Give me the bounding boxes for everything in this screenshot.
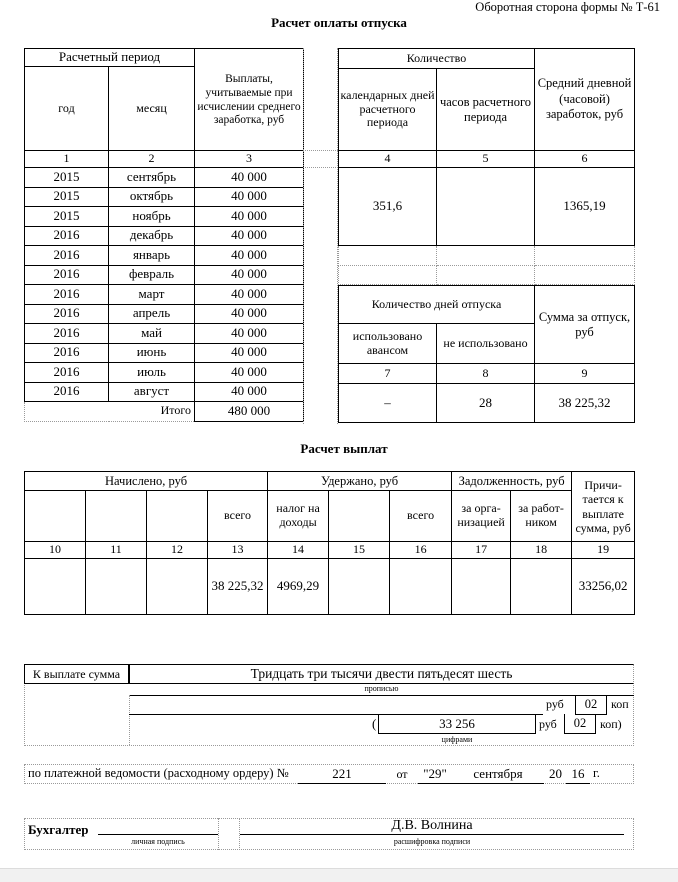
earnings-year: 2016 xyxy=(25,246,109,266)
col-num-9: 9 xyxy=(535,364,635,384)
col-num-1: 1 xyxy=(25,151,109,168)
total-label: Итого xyxy=(25,402,195,422)
words-caption: прописью xyxy=(364,684,399,693)
col-num-10: 10 xyxy=(25,542,86,559)
due-header: Причи-тается к выплате сумма, руб xyxy=(572,472,635,542)
accountant-role: Бухгалтер xyxy=(28,822,89,837)
earnings-year: 2016 xyxy=(25,304,109,324)
unused-value: 28 xyxy=(437,384,535,423)
earnings-month: сентябрь xyxy=(109,168,195,188)
col-num-16: 16 xyxy=(390,542,452,559)
earnings-row xyxy=(25,285,304,305)
earnings-month: апрель xyxy=(109,304,195,324)
earnings-year: 2016 xyxy=(25,226,109,246)
earnings-row xyxy=(25,246,304,266)
kop-value-1: 02 xyxy=(584,697,598,711)
col-num-4: 4 xyxy=(339,151,437,168)
col-num-18: 18 xyxy=(511,542,572,559)
col-num-15: 15 xyxy=(329,542,390,559)
vacation-sum-header: Сумма за отпуск, руб xyxy=(535,286,635,364)
earnings-month: декабрь xyxy=(109,226,195,246)
debt-header: Задолженность, руб xyxy=(452,472,572,491)
used-advance-value: – xyxy=(339,384,437,423)
earnings-month: май xyxy=(109,324,195,344)
earnings-month: июль xyxy=(109,363,195,383)
earnings-month: январь xyxy=(109,246,195,266)
earnings-month: февраль xyxy=(109,265,195,285)
calendar-days-header: календарных дней расчетного периода xyxy=(339,69,437,151)
section-title-vacation: Расчет оплаты отпуска xyxy=(271,15,407,30)
payout-label: К выплате сумма xyxy=(32,667,121,681)
withheld-header: Удержано, руб xyxy=(268,472,452,491)
col-num-13: 13 xyxy=(208,542,268,559)
earnings-amount: 40 000 xyxy=(195,343,304,363)
payout-digits: 33 256 xyxy=(439,716,475,731)
earnings-amount: 40 000 xyxy=(195,207,304,227)
year-suffix: 16 xyxy=(571,766,585,781)
calendar-days-value: 351,6 xyxy=(339,168,437,246)
kop-label-1: коп xyxy=(611,697,629,711)
period-header: Расчетный период xyxy=(25,49,195,67)
statement-label: по платежной ведомости (расходному ордеру) № xyxy=(28,766,289,780)
avg-earnings-header: Средний дневной (часовой) заработок, руб xyxy=(535,49,635,151)
year-header: год xyxy=(25,67,109,151)
earnings-year: 2015 xyxy=(25,168,109,188)
col-num-17: 17 xyxy=(452,542,511,559)
vacation-sum-value: 38 225,32 xyxy=(535,384,635,423)
kop-value-2: 02 xyxy=(573,716,587,730)
open-paren: ( xyxy=(372,716,377,731)
kop-label-2: коп) xyxy=(600,717,622,731)
avg-earnings-value: 1365,19 xyxy=(535,168,635,246)
earnings-amount: 40 000 xyxy=(195,304,304,324)
accrued-total-header: всего xyxy=(208,491,268,542)
earnings-month: март xyxy=(109,285,195,305)
withheld-total-header: всего xyxy=(390,491,452,542)
year-prefix: 20 xyxy=(549,766,562,781)
col-num-6: 6 xyxy=(535,151,635,168)
earnings-row xyxy=(25,363,304,383)
vacation-days-table xyxy=(338,285,635,423)
statement-number: 221 xyxy=(332,766,352,781)
section-title-payments: Расчет выплат xyxy=(300,441,388,456)
earnings-amount: 40 000 xyxy=(195,382,304,402)
rub-label-2: руб xyxy=(539,717,557,731)
sign-caption: личная подпись xyxy=(131,837,185,846)
earnings-amount: 40 000 xyxy=(195,265,304,285)
earnings-year: 2016 xyxy=(25,285,109,305)
payout-words: Тридцать три тысячи двести пятьдесят шесть xyxy=(250,666,513,681)
from-label: от xyxy=(396,767,408,781)
month-header: месяц xyxy=(109,67,195,151)
col-num-8: 8 xyxy=(437,364,535,384)
col-num-11: 11 xyxy=(86,542,147,559)
earnings-month: июнь xyxy=(109,343,195,363)
earnings-row xyxy=(25,324,304,344)
accountant-name: Д.В. Волнина xyxy=(391,818,473,833)
earnings-row xyxy=(25,168,304,188)
quantity-header: Количество xyxy=(339,49,535,69)
name-caption: расшифровка подписи xyxy=(393,837,471,846)
col-num-12: 12 xyxy=(147,542,208,559)
statement-day: "29" xyxy=(423,766,447,781)
earnings-year: 2016 xyxy=(25,324,109,344)
debt-employee-header: за работ-ником xyxy=(511,491,572,542)
col-num-7: 7 xyxy=(339,364,437,384)
col-num-3: 3 xyxy=(195,151,304,168)
earnings-amount: 40 000 xyxy=(195,226,304,246)
digits-caption: цифрами xyxy=(441,735,473,744)
earnings-year: 2015 xyxy=(25,207,109,227)
col-num-5: 5 xyxy=(437,151,535,168)
vacation-days-header: Количество дней отпуска xyxy=(339,286,535,324)
earnings-year: 2016 xyxy=(25,363,109,383)
earnings-year: 2015 xyxy=(25,187,109,207)
earnings-row xyxy=(25,304,304,324)
earnings-amount: 40 000 xyxy=(195,168,304,188)
form-reference: Оборотная сторона формы № Т-61 xyxy=(475,0,660,14)
earnings-amount: 40 000 xyxy=(195,363,304,383)
earnings-amount: 40 000 xyxy=(195,246,304,266)
earnings-amount: 40 000 xyxy=(195,324,304,344)
hours-value xyxy=(437,168,535,246)
tax-header: налог на доходы xyxy=(268,491,329,542)
accrued-header: Начислено, руб xyxy=(25,472,268,491)
earnings-table xyxy=(24,48,304,422)
earnings-row xyxy=(25,207,304,227)
earnings-year: 2016 xyxy=(25,382,109,402)
col-num-2: 2 xyxy=(109,151,195,168)
unused-header: не использовано xyxy=(437,324,535,364)
debt-org-header: за орга-низацией xyxy=(452,491,511,542)
earnings-row xyxy=(25,187,304,207)
earnings-row xyxy=(25,343,304,363)
col-num-19: 19 xyxy=(572,542,635,559)
hours-header: часов расчетного периода xyxy=(437,69,535,151)
due-value: 33256,02 xyxy=(572,559,635,615)
tax-value: 4969,29 xyxy=(268,559,329,615)
accrued-total-value: 38 225,32 xyxy=(208,559,268,615)
quantity-table xyxy=(338,48,635,285)
year-g: г. xyxy=(593,766,600,780)
used-advance-header: использовано авансом xyxy=(339,324,437,364)
earnings-month: август xyxy=(109,382,195,402)
rub-label-1: руб xyxy=(546,697,564,711)
payments-header: Выплаты, учитываемые при исчислении среднего заработка, руб xyxy=(195,49,304,151)
earnings-amount: 40 000 xyxy=(195,187,304,207)
earnings-month: октябрь xyxy=(109,187,195,207)
earnings-month: ноябрь xyxy=(109,207,195,227)
col-num-14: 14 xyxy=(268,542,329,559)
payments-table xyxy=(24,471,635,615)
viewer-bottom-bar xyxy=(0,868,678,882)
earnings-row xyxy=(25,382,304,402)
earnings-row xyxy=(25,226,304,246)
earnings-row xyxy=(25,265,304,285)
earnings-year: 2016 xyxy=(25,343,109,363)
statement-month: сентября xyxy=(473,766,523,781)
earnings-year: 2016 xyxy=(25,265,109,285)
total-value: 480 000 xyxy=(195,402,304,422)
earnings-amount: 40 000 xyxy=(195,285,304,305)
